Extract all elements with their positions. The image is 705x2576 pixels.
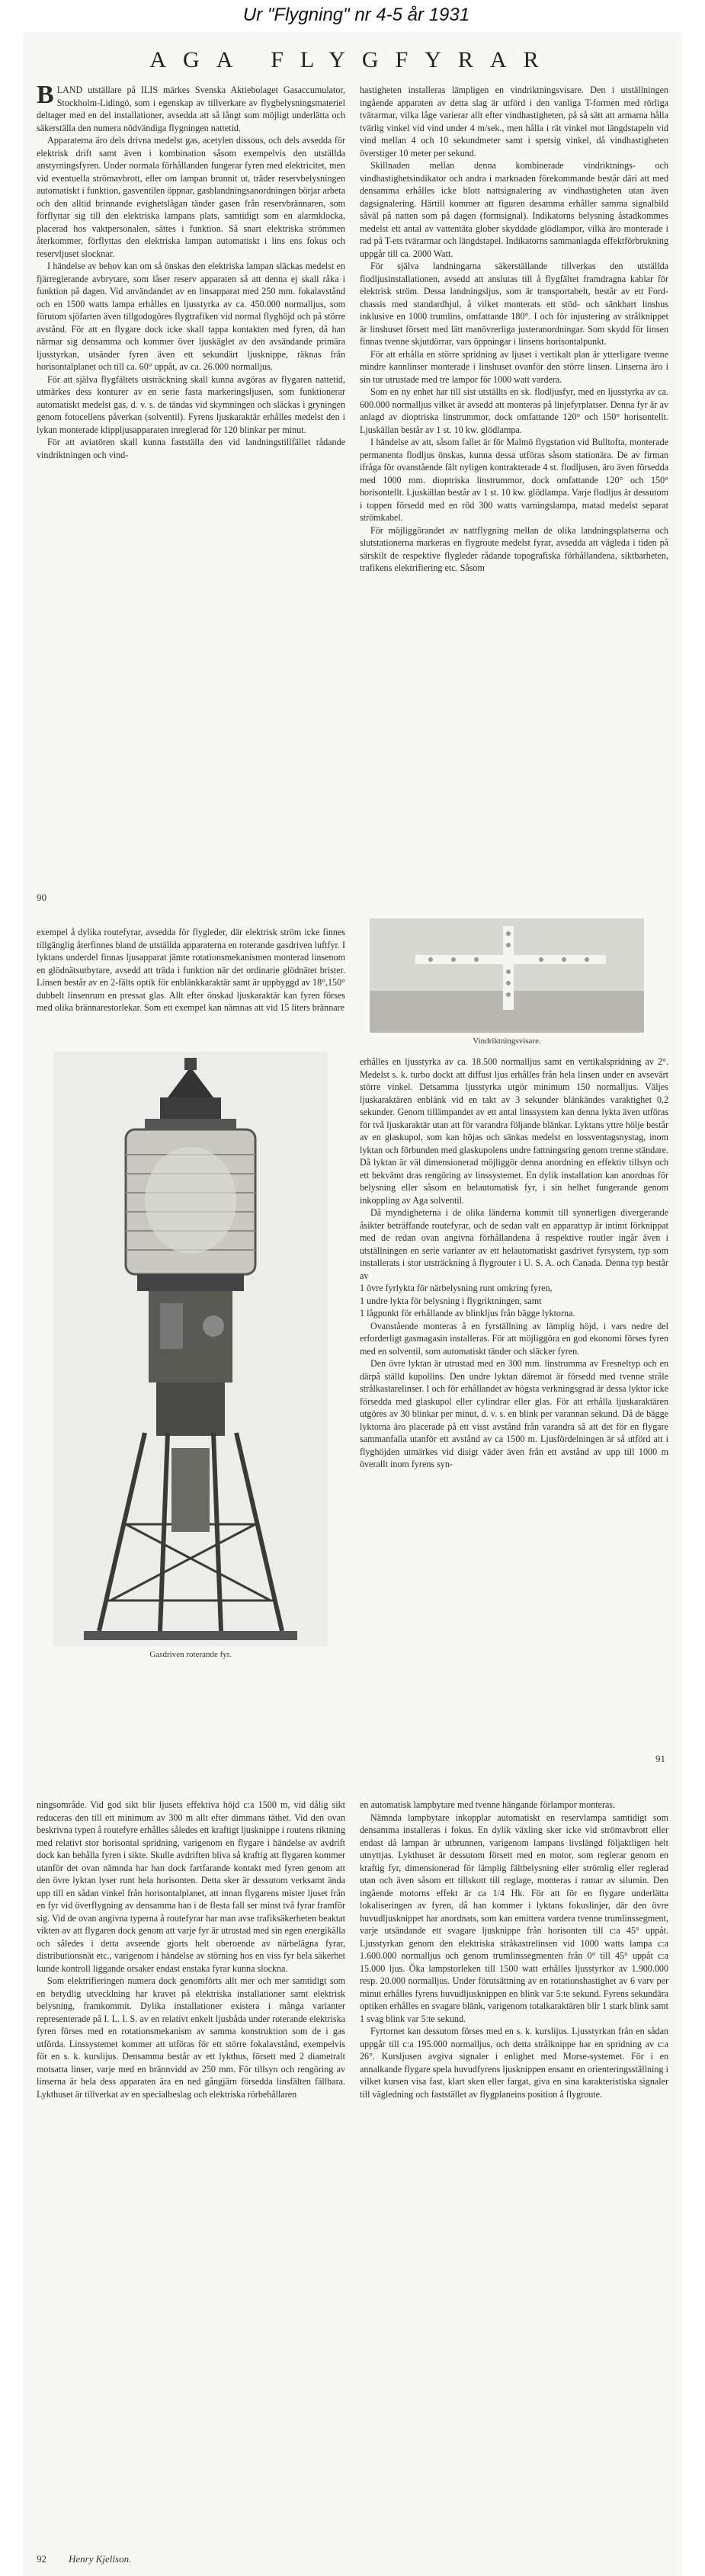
- paragraph: För själva landningarna säkerställande tillverkas den utställda flodljusinstallationen, avsedd att anslutas till å flygfältet framdragna kablar för elektrisk ström. Dessa landningsljus, som är transportabelt, består av ett Ford-chassis med standardhjul, å vilket monterats ett stöd- och sänkbart linshus inklusive en 1000 trumlins, omfattande 180°. I och för injustering av strålknippet är linshuset försett med lätt manövrerliga justeranordningar. Som skydd för linsen finnas tvenne skjutdörrar, vars öppningar i linsens horisontalpunkt.: [360, 261, 668, 347]
- paragraph: För att aviatören skall kunna fastställa den vid landningstillfället rådande vindriktningen och vind-: [37, 437, 345, 460]
- paragraph: Fyrtornet kan dessutom förses med en s. k. kurslijus. Ljusstyrkan från en sådan uppgår till c:a 195.000 normalljus, och detta strålknippe har en spridning av c:a 26°. Kursljusen avgiva signaler i enlighet med Morse-systemet. För i en annalkande flygare spela huvudfyrens ljusknippen ensamt en orienteringsställning i vilket kursen visa fast, klart sken eller fargat, giva en sina karakteristiska signaler till vägledning och faststället av flygplaneins position å flygroute.: [360, 2026, 668, 2100]
- source-banner: Ur "Flygning" nr 4-5 år 1931: [229, 0, 484, 30]
- paragraph: I händelse av att, såsom fallet är för Malmö flygstation vid Bulltofta, monterade permanenta flodljus önskas, kunna dessa utföras såsom stationära. De av firman ifråga för ovanstående fält nyligen kontrakterade 4 st. flodljusen, äro även försedda med 1000 mm. dioptriska linstrummor, dock omfattande 120° och 150° horisontellt. Ljuskällan består av 1 st. 10 kw. glödlampa. Varje flodljus är dessutom i toppen försedd med en röd 300 watts varningslampa, matad medelst separat strömkabel.: [360, 437, 668, 523]
- paragraph: BLAND utställare på ILIS märkes Svenska Aktiebolaget Gasaccumulator, Stockholm-Lidingö, som i egenskap av tillverkare av flygbelysningsmateriel deltager med en del installationer, avsedda att så långt som möjligt underlätta och säkerställa den numera nödvändiga flygningen nattetid.: [37, 81, 345, 133]
- page90-column-right: [360, 84, 668, 575]
- wind-indicator-caption: Vindriktningsvisare.: [473, 1036, 541, 1046]
- page91-column-left-top: [37, 926, 345, 1014]
- wind-indicator-illustration: [370, 918, 644, 1033]
- paragraph: För möjliggörandet av nattflygning mellan de olika landningsplatserna och slutstationerna markeras en flygroute medelst fyrar, avsedda att vägleda i tiden på särskilt de respektive flygleder rådande topografiska förhållandena, siktbarheten, trafikens elektrifiering etc. Såsom: [360, 524, 668, 573]
- list-item: 1 lågpunkt för erhållande av blinkljus från bägge lyktorna.: [360, 1308, 575, 1318]
- paragraph: en automatisk lampbytare med tvenne hängande förlampor monteras.: [360, 1799, 616, 1810]
- paragraph: För att erhålla en större spridning av ljuset i vertikalt plan är ytterligare tvenne mindre kannlinser monterade i linshuset ovanför den större linsen. Linserna äro i sin tur utrustade med tre lampor för 1000 watt vardera.: [360, 348, 668, 385]
- lighthouse-photo: [53, 1052, 328, 1646]
- dropcap: B: [37, 81, 54, 109]
- page92-column-right: [360, 1799, 668, 2100]
- paragraph: Den övre lyktan är utrustad med en 300 mm. linstrumma av Fresneltyp och en därpå ställd kupollins. Den undre lyktan däremot är försedd med tvenne stråle strålkastarelinser. I och för erhållandet av högsta verkningsgrad är dessa lyktor icke försedda med glaskupol eller cylindrar eller glas. För att erhålla ljuskaraktären utgöres av 30 blinkar per minut, d. v. s. en blink per varannan sekund. Då de bägge lyktorna äro placerade på ett visst avstånd från varandra så att det för en flygare sammanfalla utanför ett avstånd av ca 1500 m. Ljusfördelningen är så utförd att i flyghöjden utmärkes vid disigt väder även från ett avstånd av upp till 1000 m överallt inom fyrens syn-: [360, 1358, 668, 1469]
- paragraph: exempel å dylika routefyrar, avsedda för flygleder, där elektrisk ström icke finnes tillgänglig återfinnes bland de utställda apparaterna en roterande gasdriven luftfyr. I lyktans underdel finnas ljusapparat jämte rotationsmekanismen monterad linsenom en glödnätsutbytare, avsedd att träda i funktion när det ordinarie glödnätet brister. Linsen består av en 2-fälts optik för enblänkkaraktär samt är uppbyggd av 18°,150° dubbelt linsenrum en pressat glas. Allt efter önskad ljuskaraktär kan fyren förses med olika brännarestorlekar. Som ett exempel kan nämnas att vid 15 liters brännare: [37, 927, 345, 1013]
- page91-column-right: [360, 1056, 668, 1471]
- list-item: 1 övre fyrlykta för närbelysning runt omkring fyren,: [360, 1283, 553, 1293]
- paragraph: hastigheten installeras lämpligen en vindriktningsvisare. Den i utställningen ingående apparaten av detta slag är utförd i den vanliga T-formen med rörliga tvärarmar, vilka låge varierar allt efter vindhastigheten, på så sätt att armarna hålla tvärlig vinkel vid vind under 4 m/sek., men hålla i rät vinkel mot längdstapeln vid vind mellan 4 och 10 sekundmeter samt i spetsig vinkel, då vindhastigheten överstiger 10 meter per sekund.: [360, 85, 668, 159]
- paragraph: I händelse av behov kan om så önskas den elektriska lampan släckas medelst en fjärreglerande avbrytare, som låser reserv apparaten så att denna ej skall råka i funktion på dagen. Vid användandet av en linsapparat med 250 mm. fokalavstånd och en 1500 watts lampa erhålles en ljusstyrka av ca. 450.000 normalljus, som förutom sjöfarten även tillgodogöres flygtrafiken vid normal flyghöjd och på större avstånd. För att en flygare dock icke skall tappa kontakten med fyren, då han närmar sig densamma och kommer över ljuskäglet av den avsändande primära ljusstyrkan, utsänder fyren även ett sekundärt ljusknippe, räknas från horisontalplanet och till ca. 60° uppåt, av ca. 26.000 normalljus.: [37, 261, 345, 372]
- paragraph: Skillnaden mellan denna kombinerade vindriktnings- och vindhastighetsindikator och andra i marknaden förekommande består däri att med densamma erhålles icke blott nattsignalering av vindhastigheten utan även dagsignalering. Härtill kommer att figuren desamma erhåller samma signalbild såväl på natten som på dagen (formsignal). Indikatorns belysning åstadkommes medelst ett antal av vattentäta glober skyddade glödlampor, vilka äro monterade i rad på T-ets tvärarmar och längdstapel. Indikatorns sammanlagda effektförbrukning uppgår till ca. 2000 Watt.: [360, 160, 668, 259]
- page-number: 90: [37, 892, 46, 903]
- lighthouse-illustration: [53, 1052, 328, 1646]
- paragraph: Då myndigheterna i de olika länderna kommit till synnerligen divergerande åsikter beträffande routefyrar, och de sedan valt en apparattyp är intimt förknippat med de redan ovan angivna förhållandena å respektive routler ingår även i utställningen en serie varianter av ett helautomatiskt gasdrivet fyrsystem, typ som installerats i stor utsträckning å flygrouter i U. S. A. och Canada. Denna typ består av: [360, 1207, 668, 1281]
- page92-column-left: [37, 1799, 345, 2100]
- paragraph: Som elektrifieringen numera dock genomförts allt mer och mer samtidigt som en betydlig utvecklning har kravet på elektriska installationer samt elektrisk belysning, framkommit. Dylika installationer existera i många varianter representerade på I. L. I. S. av en relativt enkelt ljusbåda under roterande elektriska fyren förses med en rotationsmekanism av samma konstruktion som de i gas utförda. Linssystemet kommer att utföras för ett större fokalavstånd, exempelvis för en s. k. kurslijus. Densamma består av ett lykthus, försett med 2 diametralt motsatta linser, varje med en brännvidd av 250 mm. För tillsyn och rengöring av linserna är hela dess apparaten ära en ned gångjärn försedda linsfälten fällbara. Lykthuset är tillverkat av en specialbeslag och elektriska rörbehållaren: [37, 1975, 345, 2100]
- paragraph: För att själva flygfältets utsträckning skall kunna avgöras av flygaren nattetid, utmärkes dess konturer av en serie fasta markeringsljusen, som funktionerar automatiskt medelst gas, d. v. s. de tändas vid skymningen och släckas i gryningen genom fotocellens påverkan (solventil). Fyrens ljuskaraktär erhålles medelst den i lykan monterade klippljusapparaten inreglerad för 120 blinkar per minut.: [37, 373, 345, 435]
- page-number: 91: [655, 1753, 665, 1764]
- author-signature: Henry Kjellson.: [69, 2553, 132, 2565]
- page-90: [23, 32, 682, 916]
- page-91: [23, 911, 682, 1783]
- paragraph: Apparaterna äro dels drivna medelst gas, acetylen dissous, och dels avsedda för elektrisk drift samt även i kombination såsom exempelvis den utställda anstyrningsfyren. Under normala förhållanden fungerar fyren med elektricitet, men vid eventuella strömavbrott, eller om lampan brunnit ut, träder reservbelysningen automatiskt i funktion, gasventilen öppnar, gasblandningsanordningen börjar arbeta och den alltid brinnande evighetslågan tänder gasen från reservbrännaren, som förflyttar sig till den elektriska lampans plats, samtidigt som en alarmklocka, placerad hos vaktpersonalen, sättes i funktion. Så snart elektriska strömmen återkommer, förflyttas den elektriska lampan automatiskt i lins ens fokus och reservljuset slocknar.: [37, 135, 345, 259]
- page-92: [23, 1780, 682, 2576]
- page-number: 92: [37, 2553, 46, 2565]
- paragraph: ningsområde. Vid god sikt blir ljusets effektiva höjd c:a 1500 m, vid dålig sikt reduceras den till ett minimum av 300 m allt efter dimmans täthet. Vid den ovan beskrivna typen å routefyre erhålles således ett kraftigt ljusknippe i routens riktning med relativt stor horisontal spridning, varigenom en flygare i händelse av avdrift dock kan behålla fyren i sikte. Skulle avdriften bliva så kraftig att flygaren kommer utanför det ovan nämnda har han dock fartfarande kontakt med fyren genom att den övre lyktan lyser runt hela horisonten. Detta sker är dessutom verksamt ända upp till en sådan vinkel från horisontalplanet, att innan flygarens mister ljuset från en fyr vid överflygning av densamma han i de flesta fall ser minst två fyrar framför sig. Vid de ovan angivna typerna å routefyrar har man avse trafiksäkerheten beaktat vikten av att flygaren dock genom att varje fyr är utrustad med sin egen energikälla och således i detta avseende gjorts helt oberoende av närbelägna fyrar, distributionsnät etc., varigenom i händelse av störning hos en viss fyr hela säkerhet kunde kontroll liggande orsaker endast enstaka fyrar kunna slockna.: [37, 1799, 345, 1974]
- lighthouse-caption: Gasdriven roterande fyr.: [149, 1650, 232, 1659]
- page90-column-left: [37, 81, 345, 461]
- paragraph: Nämnda lampbytare inkopplar automatiskt en reservlampa samtidigt som densamma installeras i fokus. En dylik växling sker icke vid strömavbrott eller endast då lampan är utbrunnen, varigenom lampans livslängd följaktligen helt utnyttjas. Lykthuset är dessutom försett med en motor, som reglerar genom en kraftig fyr, dimensionerad för lämplig fältbelysning eller strömlig eller reglerad utan och även såsom ett tillskott till reglage, monteras i ramar av silumin. Den ingående motorns effekt är ca 1/4 Hk. För att för en flygare underlätta lokaliseringen av fyren, då han kommer i lyktans fokuslinjer, där den övre huvudljusknippet har anordnats, som kan emittera vardera tvenne trumlinssegment, varje utsändande ett svagare ljusknippe från horisonten till c:a 45° uppåt. Ljusstyrkan genom den elektriska stråkastrelinsen vid 1000 watts lampa c:a 1.600.000 normalljus och genom trumlinssegmenten från 0° till 45° uppåt c:a 15.000 ljus. Öka lampstorleken till 1500 watt erhålles ljusstyrkor av 1.900.000 resp. 20.000 normalljus. Under förutsättning av en rotationshastighet av 6 varv per minut erhålles fyrens huvudljusknippen en blink var 5:te sekund. Fyrens sekundära optiken erhålles en svagare blänk, varigenom totalkaraktären blir 1 stark blink samt 1 svag blink var 5:te sekund.: [360, 1812, 668, 2024]
- article-title: AGA FLYGFYRAR: [149, 47, 556, 72]
- wind-indicator-photo: [370, 918, 644, 1033]
- paragraph: erhålles en ljusstyrka av ca. 18.500 normalljus samt en vertikalspridning av 2°. Medelst s. k. turbo dockt att diffust ljus erhålles från hela linsen under en avsevärt större vinkel. Detsamma ljusstyrka utgör minimum 150 normalljus. Väljes ljuskaraktären enblänk vid en takt av 3 sekunder blänkändes varaktighet 0,2 sekunder. Genom tillämpandet av ett antal linssystem kan denna lykta även utföras för två ljuskaraktär utan att för varandra följande blänkar. Lyktans yttre hölje består av en glaskupol, som kan höjas och sänkas medelst en lossventagsnystag, inom lyktan och förbunden med glaskupolens undre fattningsring genom trenne ständare. Då lyktan är väl dimensionerad möjliggör denna anordning en effektiv tillsyn och ett bekvämt dras rengöring av linssystemet. En dylik installation kan anordnas för belysning eller såsom en belautomatisk fyr, i sin helhet fungerande genom inkoppling av Aga solventil.: [360, 1056, 668, 1206]
- paragraph: Ovanstående monteras å en fyrställning av lämplig höjd, i vars nedre del erforderligt gasmagasin installeras. För att möjliggöra en god ekonomi förses fyren med en solventil, som automatiskt tänder och släcker fyren.: [360, 1320, 668, 1357]
- paragraph: Som en ny enhet har till sist utställts en sk. flodljusfyr, med en ljusstyrka av ca. 600.000 normalljus vilket är avsedd att monteras på linjefyrplatser. Denna fyr är av anlagd av dioptriska linstrummor, dock omfattande 120° och 150° horisontellt. Ljuskällan består av 1 st. 10 kw. glödlampa.: [360, 386, 668, 435]
- list-item: 1 undre lykta för belysning i flygriktningen, samt: [360, 1295, 542, 1306]
